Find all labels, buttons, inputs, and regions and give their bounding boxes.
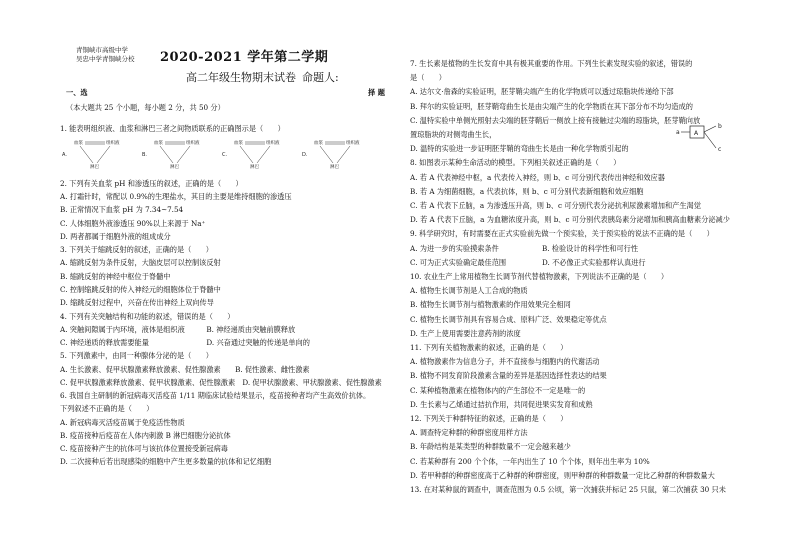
right-text-line: A. 植物激素作为信息分子，并不直接参与细胞内的代谢活动 — [410, 357, 600, 367]
question1-diagram — [60, 136, 390, 172]
diagram-arrow — [320, 146, 333, 163]
left-text-line: C. 神经递质的释放需要能量 D. 兴奋通过突触的传递是单向的 — [60, 338, 310, 347]
right-text-line: 12. 下列关于种群特征的叙述，正确的是（ ） — [410, 414, 568, 423]
left-text-line: A. 新冠病毒灭活疫苗属于免疫活性物质 — [60, 418, 185, 427]
right-text-line: 13. 在对某种鼠的调查中，调查范围为 0.5 公顷，第一次捕获并标记 25 只鼠，第二次捕获 30 只未 — [410, 485, 726, 494]
diagram-option — [74, 139, 120, 170]
node-tissue: 组织液 — [106, 141, 120, 146]
left-text-line: 下列叙述不正确的是（ ） — [60, 404, 154, 413]
right-text-line: D. 若 A 代表下丘脑，a 为血糖浓度升高，则 b、c 可分别代表胰岛素分泌增加和胰高血糖素分泌减少 — [410, 215, 730, 225]
node-plasma: 血浆 — [74, 141, 83, 146]
question8-diagram — [672, 120, 732, 154]
node-lymph: 淋巴 — [170, 165, 179, 170]
diagram-arrow — [80, 146, 93, 163]
left-text-line: B. 缩跳反射的神经中枢位于脊髓中 — [60, 272, 171, 281]
right-text-line: 是（ ） — [410, 73, 446, 83]
diagram-arrow — [240, 146, 253, 163]
left-text-line: 3. 下列关于缩跳反射的叙述，正确的是（ ） — [60, 245, 213, 254]
diagram-arrow — [97, 146, 110, 163]
school-name-line1: 青铜峡市高级中学 — [76, 46, 128, 54]
option-d-label: D. — [302, 152, 308, 158]
diagram-arrow — [177, 146, 190, 163]
right-text-line: B. 植物生长调节剂与植物激素的作用效果完全相同 — [410, 300, 571, 310]
left-text-line: 2. 下列有关血浆 pH 和渗透压的叙述，正确的是（ ） — [60, 179, 243, 188]
right-text-line: C. 若某种群有 200 个个体，一年内出生了 10 个个体，则年出生率为 10% — [410, 456, 650, 466]
exam-title: 2020-2021 学年第二学期 — [160, 50, 329, 65]
node-b-label: b — [718, 123, 722, 130]
left-text-line: A. 缩跳反射为条件反射，大脑皮层可以控制该反射 — [60, 258, 221, 267]
node-c-label: c — [718, 146, 722, 153]
node-plasma: 血浆 — [314, 141, 323, 146]
right-text-line: D. 若甲种群的种群密度高于乙种群的种群密度，则甲种群的种群数量一定比乙种群的种群数量大 — [410, 470, 715, 480]
right-text-line: 11. 下列有关植物激素的叙述，正确的是（ ） — [410, 343, 568, 352]
arrow-A-c — [704, 132, 716, 148]
node-tissue: 组织液 — [346, 141, 360, 146]
right-text-line: C. 某种植物激素在植物体内的产生部位不一定是唯一的 — [410, 385, 586, 395]
left-text-line: C. 人体细胞外液渗透压 90%以上来源于 Na⁺ — [60, 219, 206, 228]
section-note: （本大题共 25 个小题，每小题 2 分，共 50 分） — [66, 103, 225, 112]
arrow-A-b — [704, 126, 716, 132]
node-lymph: 淋巴 — [330, 165, 339, 170]
diagram-option — [314, 139, 360, 170]
node-lymph: 淋巴 — [90, 165, 99, 170]
right-text-line: C. 植物生长调节剂具有容易合成、原料广泛、效果稳定等优点 — [410, 314, 607, 324]
right-text-line: 9. 科学研究时，有时需要在正式实验前先做一个预实验，关于预实验的说法不正确的是（ ） — [410, 229, 714, 239]
school-name-line2: 吴忠中学青铜峡分校 — [76, 55, 135, 63]
exam-subtitle: 高二年级生物期末试卷 — [186, 71, 296, 84]
left-text-line: C. 促甲状腺激素释放激素、促甲状腺激素、促性腺激素 D. 促甲状腺激素、甲状腺激素、促性腺激素 — [60, 378, 382, 387]
right-text-line: A. 达尔文·詹森的实验证明，胚芽鞘尖端产生的化学物质可以透过琼脂块传递给下部 — [410, 87, 674, 97]
node-plasma: 血浆 — [154, 141, 163, 146]
node-A-label: A — [694, 130, 699, 137]
left-text-line: 5. 下列激素中，由同一种腺体分泌的是（ ） — [60, 351, 213, 360]
right-text-line: C. 可为正式实验确定最佳范围 D. 不必像正式实验那样认真进行 — [410, 257, 646, 267]
right-text-line: D. 温特的实验进一步证明胚芽鞘的弯曲生长是由一种化学物质引起的 — [410, 144, 629, 154]
option-a-label: A. — [62, 152, 67, 158]
node-tissue: 组织液 — [186, 141, 200, 146]
right-text-line: B. 拜尔的实验证明，胚芽鞘弯曲生长是由尖端产生的化学物质在其下部分布不均匀造成的 — [410, 101, 693, 111]
left-text-line: A. 生长激素、促甲状腺激素释放激素、促性腺激素 B. 促性激素、雌性激素 — [60, 365, 310, 374]
right-text-line: 置琼脂块的对侧弯曲生长， — [410, 130, 497, 139]
right-text-line: D. 生产上使用需要注意药剂的浓度 — [410, 328, 521, 338]
left-text-line: A. 打霜针时，常配以 0.9%的生理盐水，其目的主要是维持细胞的渗透压 — [60, 192, 292, 201]
left-text-line: D. 缩跳反射过程中，兴奋在传出神经上双向传导 — [60, 298, 214, 307]
right-text-line: C. 若 A 代表下丘脑，a 为渗透压升高，则 b、c 可分别代表分泌抗利尿激素增加和产生渴觉 — [410, 201, 701, 210]
section-heading: 一、选 — [66, 88, 88, 97]
right-text-line: 8. 如图表示某种生命活动的模型。下列相关叙述正确的是（ ） — [410, 158, 621, 168]
diagram-arrow — [257, 146, 270, 163]
right-text-line: B. 年龄结构是某类型的种群数量不一定会越来越少 — [410, 442, 571, 452]
right-text-line: B. 植物不同发育阶段激素含量的差异是基因选择性表达的结果 — [410, 371, 607, 381]
left-text-line: C. 疫苗接种产生的抗体可与该抗体位置接受新冠病毒 — [60, 444, 228, 453]
exam-author: 命题人: — [302, 71, 339, 84]
right-text-line: A. 调查特定种群的种群密度用样方法 — [410, 428, 528, 438]
section-heading-right: 择 题 — [368, 88, 385, 97]
right-text-line: D. 生长素与乙烯通过拮抗作用，共同促进果实发育和成熟 — [410, 399, 593, 409]
right-text-line: 10. 农业生产上常用植物生长调节剂代替植物激素，下列说法不正确的是（ ） — [410, 272, 669, 281]
left-text-line: B. 疫苗接种后疫苗在人体内刺激 B 淋巴细胞分泌抗体 — [60, 431, 231, 440]
right-text-line: 7. 生长素是植物的生长发育中具有极其重要的作用。下列生长素发现实验的叙述，错误的 — [410, 59, 693, 68]
node-tissue: 组织液 — [266, 141, 280, 146]
diagram-option — [154, 139, 200, 170]
left-text-line: A. 突触间隙属于内环境，液体是组织液 B. 神经递质由突触前膜释放 — [60, 325, 296, 334]
left-text-line: B. 正常情况下血浆 pH 为 7.34~7.54 — [60, 205, 184, 214]
node-lymph: 淋巴 — [250, 165, 259, 170]
right-text-line: A. 若 A 代表神经中枢，a 代表传入神经，则 b、c 可分别代表传出神经和效应器 — [410, 172, 665, 182]
left-text-line: C. 控制缩跳反射的传入神经元的细胞体位于脊髓中 — [60, 285, 221, 294]
right-text-line: A. 植物生长调节剂是人工合成的物质 — [410, 286, 528, 296]
right-text-line: C. 温特实验中单侧光照射去尖端的胚芽鞘后一侧放上接有接触过尖端的琼脂块，胚芽鞘向放 — [410, 115, 701, 125]
node-a-label: a — [676, 129, 680, 136]
left-text-line: D. 两者都属于细胞外液的组成成分 — [60, 232, 171, 241]
left-text-line: 4. 下列有关突触结构和功能的叙述，错误的是（ ） — [60, 312, 235, 321]
right-text-line: A. 为进一步的实验摸索条件 B. 检验设计的科学性和可行性 — [410, 243, 639, 253]
option-c-label: C. — [222, 152, 228, 158]
right-text-line: B. 若 A 为细菌细胞，a 代表抗体，则 b、c 可分别代表新细胞和效应细胞 — [410, 186, 644, 196]
node-plasma: 血浆 — [234, 141, 243, 146]
left-text-line: D. 二次接种后若出现感染的细胞中产生更多数量的抗体和记忆细胞 — [60, 457, 272, 466]
diagram-arrow — [337, 146, 350, 163]
left-text-line: 1. 能表明组织液、血浆和淋巴三者之间物质联系的正确图示是（ ） — [60, 124, 285, 133]
diagram-arrow — [160, 146, 173, 163]
option-b-label: B. — [142, 152, 148, 158]
left-text-line: 6. 我国自主研制的新冠病毒灭活疫苗 1/11 期临床试验结果显示，疫苗接种者均产生高效价抗体。 — [60, 391, 371, 400]
diagram-option — [234, 139, 280, 170]
